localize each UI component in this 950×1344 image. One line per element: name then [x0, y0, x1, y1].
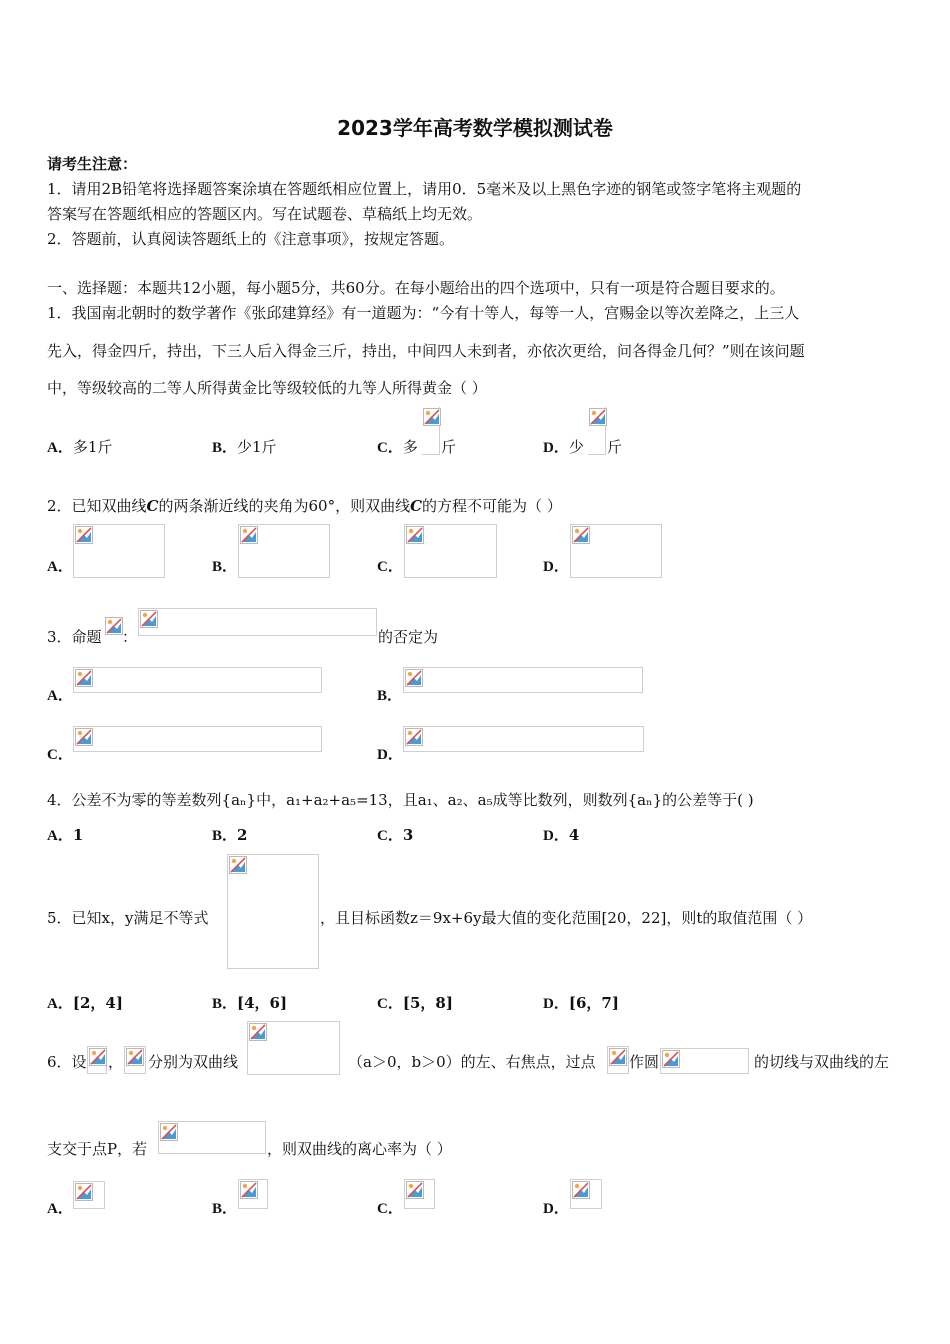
- q1-option-a: A．多1斤: [47, 438, 113, 456]
- q2-option-a: A．: [47, 559, 73, 575]
- q2-option-a-image: [73, 524, 165, 578]
- q1-option-d-unit: 斤: [607, 438, 623, 456]
- q5-option-c: C．[5，8]: [377, 994, 453, 1012]
- broken-image-icon: [126, 1048, 144, 1066]
- q5-inequality-image: [227, 854, 319, 969]
- q4-option-c: C．3: [377, 826, 414, 844]
- q1-option-c: C．多: [377, 438, 418, 456]
- q4-option-b: B．2: [212, 826, 248, 844]
- broken-image-icon: [423, 408, 441, 426]
- q4-option-d: D．4: [543, 826, 580, 844]
- q6-t2: ，: [108, 1053, 124, 1071]
- broken-image-icon: [662, 1050, 680, 1068]
- broken-image-icon: [105, 617, 123, 635]
- q6-option-b-image: [238, 1179, 268, 1209]
- q5-option-b: B．[4，6]: [212, 994, 288, 1012]
- q6-t1: 6．设: [47, 1053, 87, 1071]
- q6-f1-image: [87, 1046, 107, 1074]
- q6-option-a: A．: [47, 1201, 73, 1217]
- q5-stem-pre: 5．已知x，y满足不等式: [47, 909, 209, 927]
- broken-image-icon: [406, 526, 424, 544]
- q3-option-c: C．: [47, 747, 73, 763]
- q1-d-fraction-image: [588, 407, 606, 455]
- q4-stem: 4．公差不为零的等差数列{aₙ}中，a₁+a₂+a₅=13，且a₁、a₂、a₅成等比数列，则数列{aₙ}的公差等于( ): [47, 791, 754, 809]
- q1-line-1: 1．我国南北朝时的数学著作《张邱建算经》有一道题为：“今有十等人，每等一人，宫赐金以等次差降之，上三人: [47, 304, 800, 322]
- broken-image-icon: [75, 1183, 93, 1201]
- q5-option-d: D．[6，7]: [543, 994, 619, 1012]
- broken-image-icon: [140, 610, 158, 628]
- page-title: 2023学年高考数学模拟测试卷: [337, 116, 613, 140]
- q6-option-b: B．: [212, 1201, 238, 1217]
- q1-option-b: B．少1斤: [212, 438, 277, 456]
- q6-option-d: D．: [543, 1201, 569, 1217]
- q3-option-b-image: [403, 667, 643, 693]
- q2-stem: 2．已知双曲线C的两条渐近线的夹角为60°，则双曲线C的方程不可能为（ ）: [47, 497, 562, 515]
- q1-option-c-unit: 斤: [441, 438, 457, 456]
- q6-option-a-image: [73, 1181, 105, 1209]
- broken-image-icon: [240, 526, 258, 544]
- q2-option-d: D．: [543, 559, 569, 575]
- notice-line-3: 2．答题前，认真阅读答题纸上的《注意事项》，按规定答题。: [47, 230, 455, 248]
- q5-stem-post: ，且目标函数z＝9x+6y最大值的变化范围[20，22]，则t的取值范围（ ）: [320, 909, 813, 927]
- q6-f2-image: [124, 1046, 146, 1074]
- q2-option-b: B．: [212, 559, 238, 575]
- broken-image-icon: [160, 1123, 178, 1141]
- q6-line2-pre: 支交于点P，若: [47, 1140, 148, 1158]
- q2-option-b-image: [238, 524, 330, 578]
- q5-option-a: A．[2，4]: [47, 994, 123, 1012]
- q6-option-d-image: [570, 1179, 602, 1209]
- broken-image-icon: [89, 1048, 107, 1066]
- broken-image-icon: [609, 1048, 627, 1066]
- broken-image-icon: [229, 856, 247, 874]
- broken-image-icon: [75, 526, 93, 544]
- broken-image-icon: [589, 408, 607, 426]
- q3-proposition-image: [104, 616, 122, 636]
- q2-option-d-image: [570, 524, 662, 578]
- q6-t4: （a＞0，b＞0）的左、右焦点，过点: [348, 1053, 596, 1071]
- q2-option-c: C．: [377, 559, 403, 575]
- broken-image-icon: [75, 728, 93, 746]
- notice-line-2: 答案写在答题纸相应的答题区内。写在试题卷、草稿纸上均无效。: [47, 205, 483, 223]
- broken-image-icon: [572, 526, 590, 544]
- q3-option-b: B．: [377, 688, 403, 704]
- q6-condition-image: [158, 1121, 266, 1154]
- broken-image-icon: [572, 1181, 590, 1199]
- q1-line-2: 先入，得金四斤，持出，下三人后入得金三斤，持出，中间四人未到者，亦依次更给，问各得金几何？”则在该问题: [47, 342, 805, 360]
- q6-t6: 的切线与双曲线的左: [754, 1053, 890, 1071]
- q6-t5: 作圆: [629, 1053, 660, 1071]
- q3-label: 3．命题: [47, 628, 102, 646]
- q1-line-3: 中，等级较高的二等人所得黄金比等级较低的九等人所得黄金（ ）: [47, 379, 487, 397]
- q1-c-fraction-image: [422, 407, 440, 455]
- broken-image-icon: [240, 1181, 258, 1199]
- notice-heading: 请考生注意：: [47, 155, 138, 173]
- broken-image-icon: [75, 669, 93, 687]
- q6-option-c: C．: [377, 1201, 403, 1217]
- notice-line-1: 1．请用2B铅笔将选择题答案涂填在答题纸相应位置上，请用0．5毫米及以上黑色字迹的钢笔或签字笔将主观题的: [47, 180, 802, 198]
- q3-post: 的否定为: [378, 628, 439, 646]
- q3-option-a: A．: [47, 688, 73, 704]
- q6-line2-post: ，则双曲线的离心率为（ ）: [267, 1140, 452, 1158]
- broken-image-icon: [405, 728, 423, 746]
- section-heading: 一、选择题：本题共12小题，每小题5分，共60分。在每小题给出的四个选项中，只有一项是符合题目要求的。: [47, 279, 785, 297]
- q6-point-image: [607, 1046, 629, 1074]
- q3-option-c-image: [73, 726, 322, 752]
- q6-t3: 分别为双曲线: [148, 1053, 239, 1071]
- q3-statement-image: [138, 608, 377, 636]
- q6-option-c-image: [404, 1179, 435, 1209]
- q3-colon: ：: [122, 628, 138, 646]
- q6-hyperbola-image: [247, 1021, 340, 1075]
- q3-option-d: D．: [377, 747, 403, 763]
- q1-option-d: D．少: [543, 438, 584, 456]
- broken-image-icon: [249, 1023, 267, 1041]
- q2-option-c-image: [404, 524, 497, 578]
- q6-circle-image: [660, 1048, 749, 1074]
- q3-option-d-image: [403, 726, 644, 752]
- broken-image-icon: [406, 1181, 424, 1199]
- q3-option-a-image: [73, 667, 322, 693]
- q4-option-a: A．1: [47, 826, 84, 844]
- broken-image-icon: [405, 669, 423, 687]
